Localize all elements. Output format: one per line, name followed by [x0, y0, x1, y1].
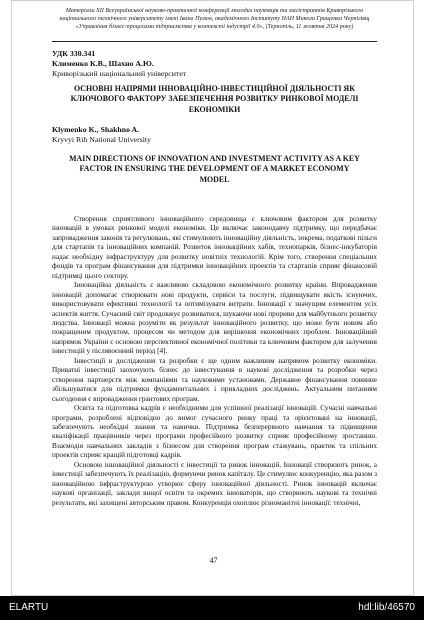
- title-uk-line-2: КЛЮЧОВОГО ФАКТОРУ ЗАБЕЗПЕЧЕННЯ РОЗВИТКУ РИНКОВОЇ МОДЕЛІ: [70, 94, 359, 104]
- page-number: 47: [209, 556, 218, 565]
- conference-header: [52, 7, 377, 31]
- affiliation-uk: Криворізький національний університет: [52, 69, 187, 78]
- affiliation-en: Kryvyi Rih National University: [52, 135, 151, 144]
- title-en: [52, 154, 377, 185]
- title-uk-line-3: ЕКОНОМІКИ: [188, 104, 241, 114]
- title-en-line-2: FACTOR IN ENSURING THE DEVELOPMENT OF A MARKET ECONOMY: [79, 164, 350, 174]
- article-meta-en: [52, 125, 377, 145]
- header-line-1: Матеріали XII Всеукраїнської науково-практичної конференції молодих науковців та магістрантів Криворізького: [65, 8, 364, 14]
- paragraph: Інноваційна діяльність є важливою складовою економічного розвитку країни. Впровадження інновацій допомагає створювати нові продукти, сервіси та послуги, підвищувати якість існуючих, використовувати ефективні технології та оптимізувати витрати. Інновації є значущим елементом усіх аспектів життя. Сучасний світ продовжує розвиватися, шукаючи нові прориви для майбутнього розвитку людства. Інновації можна розуміти як результат інноваційного розвитку, що може бути новим або покращеним продуктом, процесом чи методом для вирішення економічних проблем. Інноваційний напрямок України є основою перспективної економічної політики та ключовим фактором для залучення інвестицій у післявоєнний період [4].: [52, 281, 377, 356]
- repository-footer-bar: [0, 596, 424, 620]
- article-meta-uk: [52, 49, 377, 79]
- title-uk: [52, 84, 377, 115]
- header-line-3: «Управління бізнес-процесами підприємства у контексті індустрії 4.0», (Тернопіль, 11 жовтня 2024 року): [75, 24, 354, 31]
- title-uk-line-1: ОСНОВНІ НАПРЯМИ ІННОВАЦІЙНО-ІНВЕСТИЦІЙНОЇ ДІЯЛЬНОСТІ ЯК: [74, 84, 355, 93]
- authors-uk: Клименко К.В., Шахно А.Ю.: [52, 59, 154, 68]
- authors-en: Klymenko K., Shakhno A.: [52, 125, 140, 134]
- paragraph: Основою інноваційної діяльності є інвестиції та ринок інновацій. Інновації створюють ринок, а інвестиції забезпечують їх реалізацію, формуючи ринок капіталу. Це стимулює конкуренцію, яка разом з інноваційною інфраструктурою утворює сферу інноваційної діяльності. Ринок інновацій включає наукові організації, заклади вищої освіти та окремих інноваторів, що створюють наукові та технічні результати, які захищені авторським правом. Конкуренція охоплює різноманітні інновації: технічні,: [52, 460, 377, 507]
- paragraph: Створення сприятливого інноваційного середовища є ключовим фактором для розвитку інновацій в умовах ринкової моделі економіки. Це включає законодавчу підтримку, що передбачає запровадження законів та регулювань, які стимулюють інноваційну діяльність, зокрема, податкові пільги для стартапів та інноваційних компаній. Розвиток інноваційних хабів, технопарків, бізнес-інкубаторів надає необхідну інфраструктуру для розвитку новітніх технологій. Крім того, створення спеціальних фондів та програм фінансування для підтримки інноваційних проектів та стартапів сприяє фінансовій підтримці цього сектору.: [52, 215, 377, 280]
- paragraph: Інвестиції в дослідження та розробки є ще одним важливим напрямом розвитку економіки. Приватні інвестиції заохочують бізнес до інвестування в наукові дослідження та розробки через створення партнерств між компаніями та науковими установами. Державне фінансування повинне збільшуватися для підтримки фундаментальних і прикладних досліджень. Актуальним питанням сьогодення є впровадження грантових програм.: [52, 356, 377, 403]
- udk-code: УДК 330.341: [52, 49, 96, 58]
- handle-identifier: hdl:lib/46570: [358, 602, 415, 613]
- title-en-line-3: MODEL: [199, 174, 230, 184]
- title-en-line-1: MAIN DIRECTIONS OF INNOVATION AND INVESTMENT ACTIVITY AS A KEY: [69, 154, 360, 163]
- document-page: [11, 0, 414, 596]
- article-body: [52, 215, 377, 508]
- paragraph: Освіта та підготовка кадрів є необхідними для успішної реалізації інновацій. Сучасні навчальні програми, розроблені відповідно до вимог сучасного ринку праці та орієнтовані на інновації, забезпечують необхідні знання та навички. Підтримка безперервного навчання та підвищення кваліфікації працівників через програми професійного розвитку сприяє професійному зростанню. Взаємодія навчальних закладів з бізнесом для створення програм стажувань, практик та спільних проектів сприяє кращій підготовці кадрів.: [52, 404, 377, 460]
- header-divider: [52, 41, 377, 42]
- header-line-2: національного технічного університету імені Івана Пулюя, академічного Інституту НАН Миколи Грищенка Чернігівщ: [59, 16, 370, 23]
- repository-name: ELARTU: [9, 602, 49, 613]
